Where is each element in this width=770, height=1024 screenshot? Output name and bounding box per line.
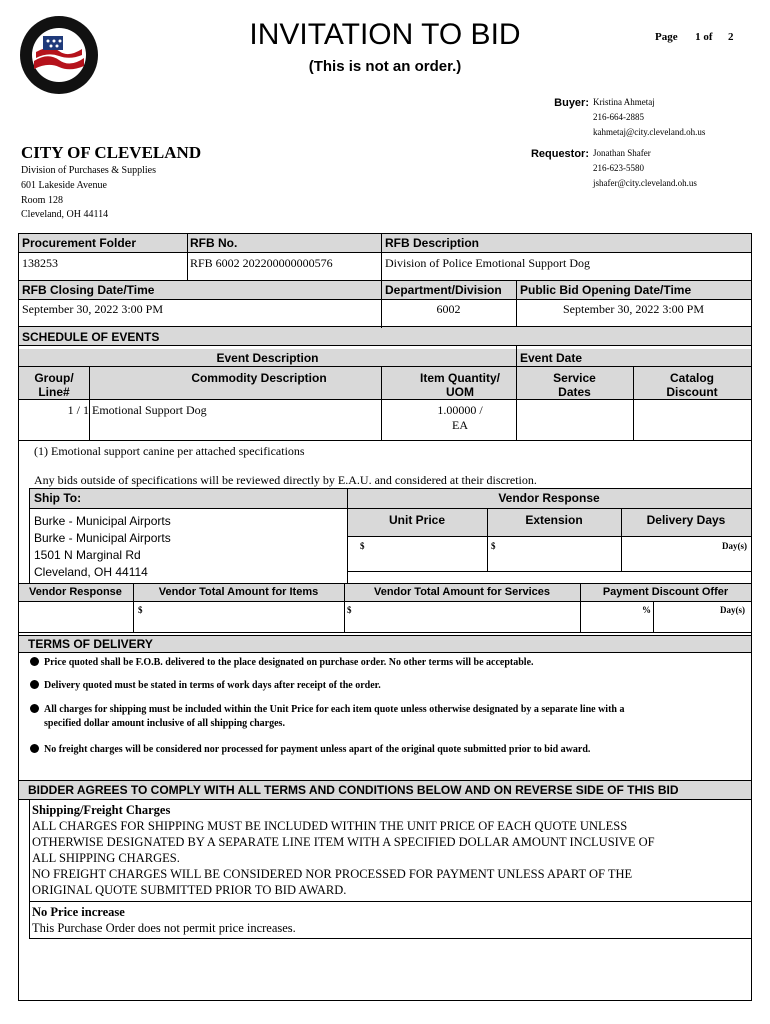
discount-days-input[interactable]: Day(s) xyxy=(720,605,745,615)
col-catalog-header: Catalog Discount xyxy=(666,371,718,399)
buyer-name: Kristina Ahmetaj xyxy=(593,97,655,107)
terms-title: TERMS OF DELIVERY xyxy=(28,637,153,651)
total-services-input[interactable]: $ xyxy=(347,605,352,615)
terms-bullet-2: Delivery quoted must be stated in terms of work days after receipt of the order. xyxy=(30,680,381,691)
rfb-no-label: RFB No. xyxy=(190,236,238,250)
vendor-response-total-label: Vendor Response xyxy=(29,586,122,598)
bullet-icon xyxy=(30,704,39,713)
agree-title: BIDDER AGREES TO COMPLY WITH ALL TERMS AND CONDITIONS BELOW AND ON REVERSE SIDE OF THIS BID xyxy=(28,783,679,797)
bullet-icon xyxy=(30,657,39,666)
shipto-label: Ship To: xyxy=(34,491,82,505)
unit-price-header: Unit Price xyxy=(388,513,445,527)
department-value: 6002 xyxy=(436,302,461,316)
buyer-phone: 216-664-2885 xyxy=(593,112,644,122)
vendor-total-services-label: Vendor Total Amount for Services xyxy=(373,586,551,598)
shipto-address xyxy=(34,513,171,581)
shipping-line-4: NO FREIGHT CHARGES WILL BE CONSIDERED NOR PROCESSED FOR PAYMENT UNLESS APART OF THE xyxy=(32,867,633,881)
event-description-header: Event Description xyxy=(216,351,319,365)
page-title: INVITATION TO BID xyxy=(249,18,521,51)
shipping-freight-section xyxy=(32,802,655,898)
total-items-input[interactable]: $ xyxy=(138,605,143,615)
buyer-email[interactable]: kahmetaj@city.cleveland.oh.us xyxy=(593,127,706,137)
shipping-line-5: ORIGINAL QUOTE SUBMITTED PRIOR TO BID AWARD. xyxy=(32,883,347,897)
extension-input[interactable]: $ xyxy=(491,541,496,551)
rfb-description-value: Division of Police Emotional Support Dog xyxy=(385,256,590,270)
procurement-folder-value: 138253 xyxy=(22,256,58,270)
opening-date-label: Public Bid Opening Date/Time xyxy=(520,283,692,297)
requestor-label: Requestor: xyxy=(530,148,589,160)
page-number: Page 1 of 2 xyxy=(655,31,734,43)
closing-date-value: September 30, 2022 3:00 PM xyxy=(22,302,163,316)
col-quantity-header: Item Quantity/ UOM xyxy=(419,371,500,399)
row-commodity: Emotional Support Dog xyxy=(92,403,207,417)
discount-percent-input[interactable]: % xyxy=(642,605,651,615)
requestor-name: Jonathan Shafer xyxy=(593,148,651,158)
row-line-number: 1 / 1 xyxy=(67,403,89,417)
closing-date-label: RFB Closing Date/Time xyxy=(22,283,155,297)
event-date-header: Event Date xyxy=(520,351,583,365)
shipping-line-2: OTHERWISE DESIGNATED BY A SEPARATE LINE ITEM WITH A SPECIFIED DOLLAR AMOUNT INCLUSIVE OF xyxy=(32,835,655,849)
bullet-icon xyxy=(30,680,39,689)
price-increase-section xyxy=(32,904,296,936)
shipping-line-1: ALL CHARGES FOR SHIPPING MUST BE INCLUDED WITHIN THE UNIT PRICE OF EACH QUOTE UNLESS xyxy=(32,819,628,833)
vendor-response-header-label: Vendor Response xyxy=(498,491,600,505)
col-commodity-header: Commodity Description xyxy=(191,371,327,385)
shipping-heading: Shipping/Freight Charges xyxy=(32,803,171,817)
org-city: Cleveland, OH 44114 xyxy=(21,209,109,220)
department-label: Department/Division xyxy=(385,283,502,297)
delivery-days-input[interactable]: Day(s) xyxy=(722,541,747,551)
payment-discount-label: Payment Discount Offer xyxy=(602,586,729,598)
terms-bullet-4: No freight charges will be considered nor processed for payment unless apart of the original quote submitted prior to bid award. xyxy=(30,744,590,755)
price-heading: No Price increase xyxy=(32,905,125,919)
rfb-description-label: RFB Description xyxy=(385,236,480,250)
opening-date-value: September 30, 2022 3:00 PM xyxy=(563,302,704,316)
extension-header: Extension xyxy=(525,513,583,527)
terms-bullet-3: All charges for shipping must be included within the Unit Price for each item quote unless otherwise designated by a separate line with a specified dollar amount inclusive of all shipping charges. xyxy=(30,703,624,731)
shipto-line-4: Cleveland, OH 44114 xyxy=(34,565,148,579)
terms-bullet-1: Price quoted shall be F.O.B. delivered to the place designated on purchase order. No other terms will be acceptable. xyxy=(30,657,534,668)
bullet-icon xyxy=(30,744,39,753)
shipto-line-3: 1501 N Marginal Rd xyxy=(34,548,141,562)
schedule-note-1: (1) Emotional support canine per attached specifications xyxy=(34,444,305,458)
rfb-no-value: RFB 6002 202200000000576 xyxy=(190,256,333,270)
requestor-phone: 216-623-5580 xyxy=(593,163,644,173)
delivery-days-header: Delivery Days xyxy=(646,513,726,527)
requestor-email[interactable]: jshafer@city.cleveland.oh.us xyxy=(593,178,697,188)
unit-price-input[interactable]: $ xyxy=(360,541,365,551)
org-room: Room 128 xyxy=(21,195,63,206)
org-name: CITY OF CLEVELAND xyxy=(21,143,202,162)
procurement-folder-label: Procurement Folder xyxy=(22,236,137,250)
vendor-total-items-label: Vendor Total Amount for Items xyxy=(158,586,319,598)
org-street: 601 Lakeside Avenue xyxy=(21,180,107,191)
shipto-line-1: Burke - Municipal Airports xyxy=(34,514,171,528)
shipto-line-2: Burke - Municipal Airports xyxy=(34,531,171,545)
col-service-header: Service Dates xyxy=(553,371,596,399)
page-subtitle: (This is not an order.) xyxy=(308,58,462,75)
buyer-label: Buyer: xyxy=(554,97,589,109)
shipping-line-3: ALL SHIPPING CHARGES. xyxy=(32,851,180,865)
org-division: Division of Purchases & Supplies xyxy=(21,165,156,176)
col-group-header: Group/ Line# xyxy=(34,371,74,399)
row-quantity: 1.00000 / EA xyxy=(437,403,483,432)
schedule-note-2: Any bids outside of specifications will be reviewed directly by E.A.U. and considered at their discretion. xyxy=(34,473,537,487)
schedule-title: SCHEDULE OF EVENTS xyxy=(22,330,160,344)
price-line-1: This Purchase Order does not permit price increases. xyxy=(32,921,296,935)
